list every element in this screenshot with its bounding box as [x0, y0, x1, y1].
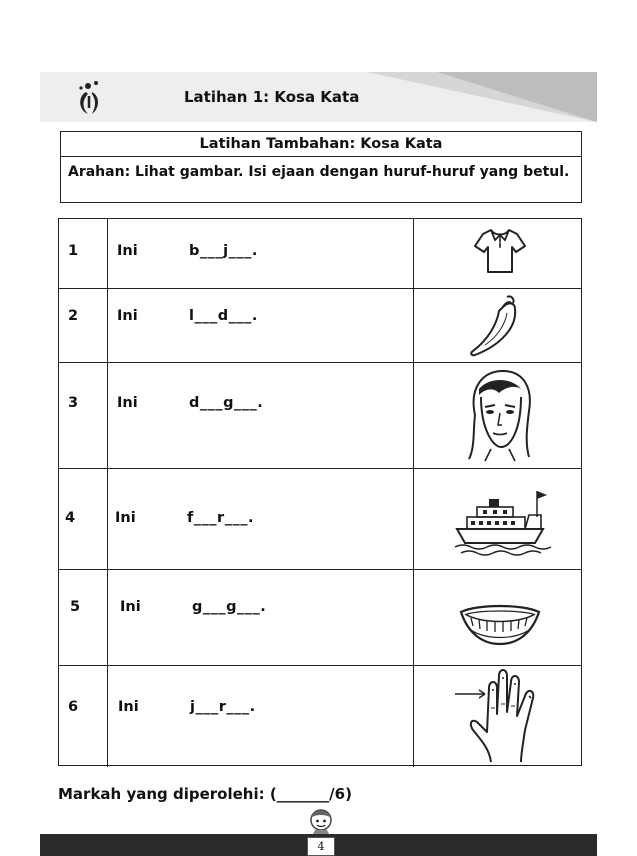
word-blank-field[interactable]: f___r___.	[187, 510, 254, 526]
leaf-figure-logo-icon	[72, 78, 108, 118]
row-number: 4	[65, 510, 76, 526]
table-row	[59, 363, 581, 469]
table-row	[59, 219, 581, 289]
row-number: 3	[68, 395, 79, 411]
chin-face-icon	[465, 367, 535, 465]
word-blank-field[interactable]: d___g___.	[189, 395, 264, 411]
word-blank-field[interactable]: j___r___.	[190, 699, 256, 715]
banner-stripe-dark	[437, 72, 597, 122]
page-number: 4	[307, 837, 335, 856]
exercise-table	[58, 218, 582, 766]
teeth-icon	[457, 600, 543, 646]
row-number: 5	[70, 599, 81, 615]
table-row	[59, 570, 581, 666]
girl-mascot-icon	[305, 806, 337, 838]
table-row	[59, 666, 581, 767]
row-ini-label: Ini	[115, 510, 136, 526]
row-ini-label: Ini	[117, 308, 138, 324]
row-ini-label: Ini	[117, 243, 138, 259]
word-blank-field[interactable]: l___d___.	[189, 308, 258, 324]
row-ini-label: Ini	[118, 699, 139, 715]
instruction-title: Latihan Tambahan: Kosa Kata	[61, 132, 581, 157]
instruction-text: Arahan: Lihat gambar. Isi ejaan dengan huruf-huruf yang betul.	[68, 164, 570, 180]
word-blank-field[interactable]: b___j___.	[189, 243, 258, 259]
row-number: 6	[68, 699, 79, 715]
shirt-icon	[473, 226, 527, 276]
header-banner	[40, 72, 597, 122]
instruction-box	[60, 131, 582, 203]
chili-icon	[467, 293, 527, 359]
row-ini-label: Ini	[117, 395, 138, 411]
page-title: Latihan 1: Kosa Kata	[184, 88, 360, 106]
table-row	[59, 469, 581, 570]
finger-icon	[451, 668, 547, 764]
table-row	[59, 289, 581, 363]
row-number: 1	[68, 243, 79, 259]
ferry-icon	[453, 487, 553, 557]
word-blank-field[interactable]: g___g___.	[192, 599, 267, 615]
score-label: Markah yang diperolehi: (_______/6)	[58, 785, 352, 803]
row-number: 2	[68, 308, 79, 324]
row-ini-label: Ini	[120, 599, 141, 615]
